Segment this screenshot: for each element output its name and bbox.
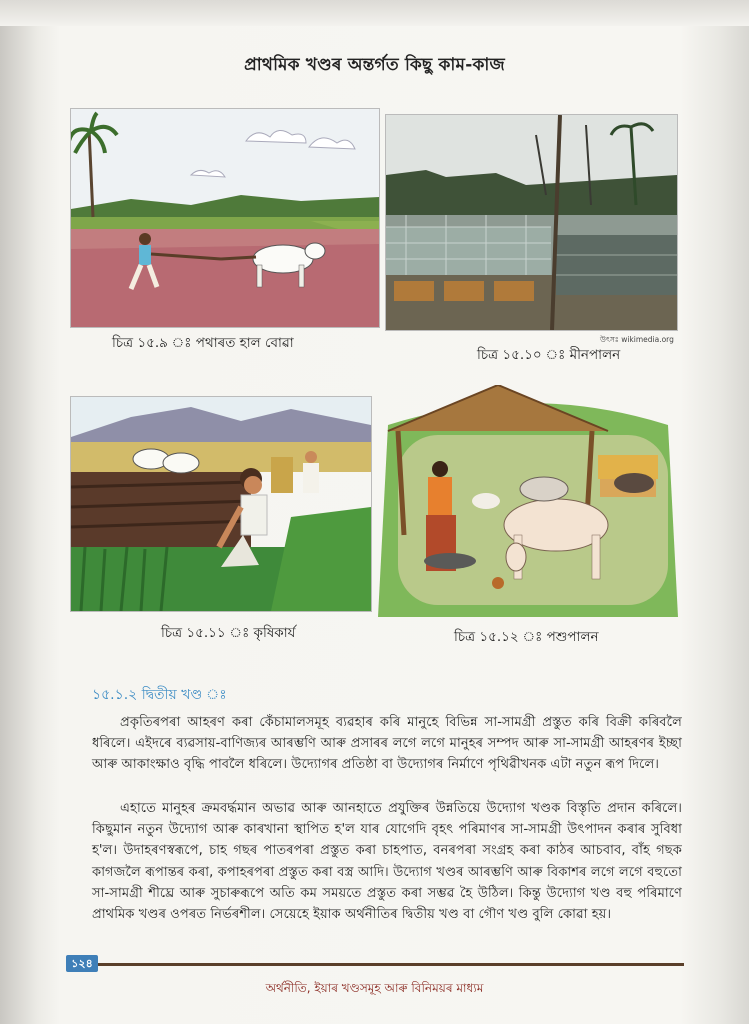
agriculture-illustration xyxy=(70,396,372,612)
figure-caption: চিত্ৰ ১৫.৯ ঃ পথাৰত হাল বোৱা xyxy=(112,335,294,351)
fish-farming-photo xyxy=(385,114,678,331)
section-heading: ১৫.১.২ দ্বিতীয় খণ্ড ঃ xyxy=(92,687,227,703)
image-credit: উৎসঃ wikimedia.org xyxy=(600,335,674,344)
page-shadow xyxy=(0,0,749,26)
animal-husbandry-illustration xyxy=(377,384,679,618)
paragraph-text: এহাতে মানুহৰ ক্ৰমবৰ্দ্ধমান অভাৱ আৰু আনহাতে প্ৰযুক্তিৰ উন্নতিয়ে উদ্যোগ খণ্ডক বিস্তৃতি প্ৰদান কৰিলে। কিছুমান নতুন উদ্যোগ আৰু কাৰখানা স্থাপিত হ'ল যাৰ যোগেদি বৃহৎ পৰিমাণৰ সা-সামগ্ৰী উৎপাদন কৰাৰ সুবিধা হ'ল। উদাহৰণস্বৰূপে, চাহ গছৰ পাতৰপৰা প্ৰস্তুত কৰা চাহপাত, বনৰপৰা সংগ্ৰহ কৰা কাঠৰ আচবাব, বাঁহ গছক কাগজলৈ ৰূপান্তৰ কৰা, কপাহৰপৰা প্ৰস্তুত কৰা বস্ত্ৰ আদি। উদ্যোগ খণ্ডৰ আৰম্ভণি আৰু বিকাশৰ লগে লগে বহুতো সা-সামগ্ৰী শীঘ্ৰে আৰু সুচাৰুৰূপে অতি কম সময়তে প্ৰস্তুত কৰা সম্ভৱ হৈ উঠিল। কিন্তু উদ্যোগ খণ্ড বহু পৰিমাণে প্ৰাথমিক খণ্ডৰ ওপৰত নিৰ্ভৰশীল। সেয়েহে ইয়াক অৰ্থনীতিৰ দ্বিতীয় খণ্ড বা গৌণ খণ্ড বুলি কোৱা হয়। xyxy=(92,801,682,923)
body-paragraph xyxy=(92,712,682,776)
figure-caption: চিত্ৰ ১৫.১০ ঃ মীনপালন xyxy=(477,347,621,363)
figure-caption: চিত্ৰ ১৫.১১ ঃ কৃষিকাৰ্য xyxy=(161,625,296,641)
ploughing-illustration xyxy=(70,108,380,328)
running-footer: অৰ্থনীতি, ইয়াৰ খণ্ডসমূহ আৰু বিনিময়ৰ মাধ্যম xyxy=(265,981,484,995)
footer-rule xyxy=(72,963,684,966)
page-number: ১২৪ xyxy=(66,955,98,972)
figure-caption: চিত্ৰ ১৫.১২ ঃ পশুপালন xyxy=(454,629,599,645)
paragraph-text: প্ৰকৃতিৰপৰা আহৰণ কৰা কেঁচামালসমূহ ব্যৱহাৰ কৰি মানুহে বিভিন্ন সা-সামগ্ৰী প্ৰস্তুত কৰি বিক্ৰী কৰিবলৈ ধৰিলে। এইদৰে ব্যৱসায়-বাণিজ্যৰ আৰম্ভণি আৰু প্ৰসাৰৰ লগে লগে মানুহৰ সম্পদ আৰু সা-সামগ্ৰী আহৰণৰ ইচ্ছা আৰু আকাংক্ষাও বৃদ্ধি পাবলৈ ধৰিলে। উদ্যোগৰ প্ৰতিষ্ঠা বা উদ্যোগৰ নিৰ্মাণে পৃথিৱীখনক এটা নতুন ৰূপ দিলে। xyxy=(92,715,682,773)
body-paragraph xyxy=(92,798,682,925)
page-title: প্ৰাথমিক খণ্ডৰ অন্তৰ্গত কিছু কাম-কাজ xyxy=(244,55,505,75)
